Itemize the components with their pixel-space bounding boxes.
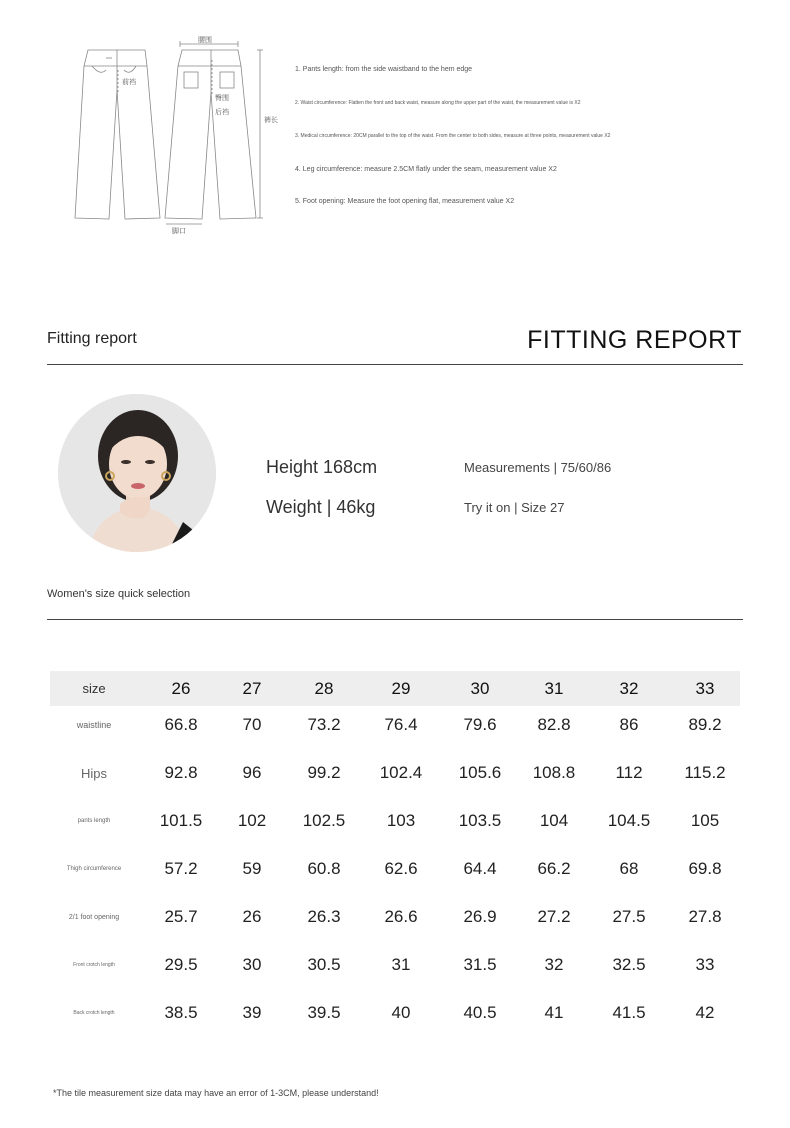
size-header-cell: 30 [470, 678, 490, 698]
table-cell: 103 [386, 811, 416, 830]
divider-top [47, 364, 743, 365]
table-cell: 25.7 [164, 907, 198, 926]
table-cell: 102.5 [302, 811, 346, 830]
table-cell: 96 [242, 763, 262, 782]
size-quick-selection-label: Women's size quick selection [47, 588, 191, 600]
pants-measurement-diagram [60, 30, 280, 235]
table-cell: 29.5 [164, 955, 198, 974]
model-measurements: Measurements | 75/60/86 [464, 460, 612, 475]
measurement-disclaimer: *The tile measurement size data may have an error of 1-3CM, please understand! [53, 1088, 379, 1098]
row-label-foot-opening: 2/1 foot opening [68, 913, 120, 921]
table-cell: 86 [619, 715, 639, 734]
measurement-note-1: 1. Pants length: from the side waistband to the hem edge [295, 66, 473, 73]
table-cell: 31.5 [463, 955, 497, 974]
table-cell: 42 [695, 1003, 715, 1022]
table-cell: 31 [391, 955, 411, 974]
divider-bottom [47, 619, 743, 620]
table-cell: 73.2 [307, 715, 341, 734]
size-header-cell: 28 [314, 678, 334, 698]
table-cell: 26.3 [307, 907, 341, 926]
table-cell: 104.5 [607, 811, 651, 830]
table-cell: 41.5 [612, 1003, 646, 1022]
size-header-cell: 32 [619, 678, 639, 698]
table-cell: 79.6 [463, 715, 497, 734]
table-cell: 62.6 [384, 859, 418, 878]
diagram-hip-label: 臀围 [215, 94, 229, 102]
size-header-cell: 29 [391, 678, 411, 698]
table-row [50, 893, 740, 941]
table-cell: 40.5 [463, 1003, 497, 1022]
table-row [50, 845, 740, 893]
table-cell: 32 [544, 955, 564, 974]
table-cell: 33 [695, 955, 715, 974]
row-label-thigh-circumference: Thigh circumference [66, 866, 122, 872]
table-cell: 103.5 [458, 811, 502, 830]
table-cell: 76.4 [384, 715, 418, 734]
table-cell: 32.5 [612, 955, 646, 974]
table-cell: 66.8 [164, 715, 198, 734]
fitting-report-title: Fitting report [47, 330, 137, 347]
size-header-cell: 26 [171, 678, 191, 698]
row-label-pants-length: pants length [77, 818, 111, 824]
table-cell: 30.5 [307, 955, 341, 974]
table-row [50, 989, 740, 1037]
model-tryon-size: Try it on | Size 27 [464, 500, 565, 515]
row-label-waistline: waistline [76, 720, 112, 730]
table-cell: 68 [619, 859, 639, 878]
size-header-cell: 27 [242, 678, 262, 698]
table-row [50, 749, 740, 797]
model-avatar [58, 394, 216, 552]
size-table [50, 671, 740, 1037]
table-cell: 60.8 [307, 859, 341, 878]
row-label-back-crotch: Back crotch length [73, 1010, 115, 1016]
diagram-length-label: 裤长 [264, 116, 278, 124]
table-row [50, 701, 740, 749]
table-cell: 105 [690, 811, 720, 830]
table-cell: 38.5 [164, 1003, 198, 1022]
table-cell: 26.9 [463, 907, 497, 926]
measurement-note-2: 2. Waist circumference: Flatten the front and back waist, measure along the upper part of the waist, the measurement value is X2 [295, 100, 581, 106]
table-cell: 105.6 [458, 763, 502, 782]
fitting-report-heading: FITTING REPORT [527, 326, 742, 354]
table-cell: 102 [237, 811, 267, 830]
size-header-label: size [82, 681, 106, 696]
size-header-cell: 31 [544, 678, 564, 698]
table-row [50, 941, 740, 989]
diagram-waist-label: 腰围 [198, 36, 212, 44]
table-cell: 89.2 [688, 715, 722, 734]
table-cell: 26.6 [384, 907, 418, 926]
measurement-note-4: 4. Leg circumference: measure 2.5CM flatly under the seam, measurement value X2 [295, 166, 557, 173]
row-label-front-crotch: Front crotch length [73, 962, 115, 968]
table-cell: 104 [539, 811, 569, 830]
row-label-hips: Hips [80, 765, 107, 781]
table-cell: 70 [242, 715, 262, 734]
table-cell: 26 [242, 907, 262, 926]
size-header-cell: 33 [695, 678, 715, 698]
diagram-back-rise-label: 后裆 [215, 108, 229, 116]
table-cell: 112 [615, 763, 643, 782]
table-cell: 66.2 [537, 859, 571, 878]
table-cell: 108.8 [532, 763, 576, 782]
table-cell: 27.2 [537, 907, 571, 926]
table-cell: 92.8 [164, 763, 198, 782]
table-cell: 41 [544, 1003, 564, 1022]
measurement-note-5: 5. Foot opening: Measure the foot opening flat, measurement value X2 [295, 198, 515, 205]
diagram-rise-label: 前裆 [122, 78, 136, 86]
model-weight: Weight | 46kg [266, 497, 376, 517]
table-cell: 99.2 [307, 763, 341, 782]
table-row [50, 797, 740, 845]
table-cell: 69.8 [688, 859, 722, 878]
table-cell: 27.8 [688, 907, 722, 926]
table-cell: 64.4 [463, 859, 497, 878]
measurement-note-3: 3. Medical circumference: 20CM parallel to the top of the waist. From the center to both sides, measure at three points, measurement value X2 [295, 133, 611, 139]
table-cell: 39.5 [307, 1003, 341, 1022]
model-height: Height 168cm [266, 457, 378, 477]
table-cell: 39 [242, 1003, 262, 1022]
table-cell: 82.8 [537, 715, 571, 734]
table-cell: 40 [391, 1003, 411, 1022]
table-cell: 101.5 [159, 811, 203, 830]
table-cell: 57.2 [164, 859, 198, 878]
table-cell: 30 [242, 955, 262, 974]
diagram-foot-label: 脚口 [172, 227, 186, 235]
table-cell: 27.5 [612, 907, 646, 926]
table-cell: 59 [242, 859, 262, 878]
table-cell: 115.2 [684, 763, 726, 782]
table-cell: 102.4 [379, 763, 423, 782]
